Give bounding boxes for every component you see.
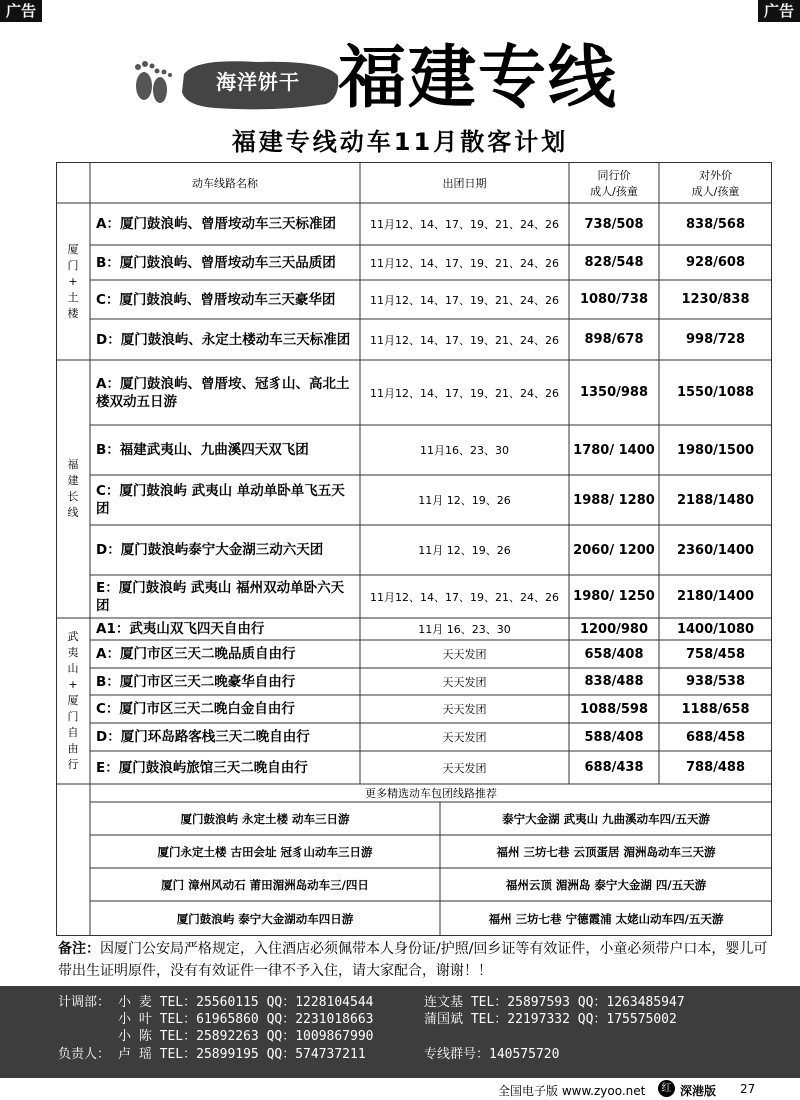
peer-price: 738/508	[584, 216, 644, 232]
more-route-item: 厦门鼓浪屿 泰宁大金湖动车四日游	[176, 911, 354, 926]
departure-date: 11月16、23、30	[420, 444, 509, 457]
route-price-table	[56, 162, 772, 936]
peer-price: 1080/738	[579, 292, 649, 307]
peer-price: 688/438	[584, 760, 644, 775]
peer-price: 2060/ 1200	[573, 542, 655, 558]
route-name: D：厦门鼓浪屿泰宁大金湖三动六天团	[96, 542, 324, 558]
route-name: A：厦门鼓浪屿、曾厝垵、冠豸山、高北土楼双动五日游	[96, 375, 350, 410]
public-price: 1188/658	[681, 701, 750, 717]
public-price: 2180/1400	[676, 589, 755, 604]
more-route-item: 福州 三坊七巷 宁德霞浦 太姥山动车四/五天游	[488, 911, 724, 926]
note-block	[58, 938, 774, 982]
departure-date: 11月12、14、17、19、21、24、26	[370, 333, 559, 347]
public-price: 1230/838	[681, 292, 750, 307]
contact-line: 小 陈 TEL：25892263 QQ：1009867990	[118, 1029, 374, 1044]
more-route-item: 厦门永定土楼 古田会址 冠豸山动车三日游	[157, 844, 373, 859]
more-route-item: 泰宁大金湖 武夷山 九曲溪动车四/五天游	[502, 811, 710, 826]
route-name: B：福建武夷山、九曲溪四天双飞团	[96, 442, 309, 458]
route-name: D：厦门环岛路客栈三天二晚自由行	[96, 729, 310, 745]
note-text: 因厦门公安局严格规定，入住酒店必须佩带本人身份证/护照/回乡证等有效证件，小童必须带户口本，婴儿可带出生证明原件，没有有效证件一律不予入住，请大家配合，谢谢！！	[58, 941, 768, 979]
peer-price: 898/678	[584, 332, 644, 347]
departure-date: 天天发团	[442, 731, 487, 744]
public-price: 1400/1080	[676, 621, 755, 637]
route-name: C：厦门鼓浪屿 武夷山 单动单卧单飞五天团	[96, 483, 345, 517]
departure-date: 天天发团	[442, 703, 487, 716]
site-link[interactable]: 全国电子版 www.zyoo.net	[498, 1084, 646, 1098]
route-name: A1：武夷山双飞四天自由行	[96, 621, 265, 637]
more-route-item: 厦门鼓浪屿 永定土楼 动车三日游	[180, 811, 350, 826]
route-name: A：厦门鼓浪屿、曾厝垵动车三天标准团	[96, 216, 336, 232]
category-wuyi-xiamen-free: 武 夷 山 + 厦 门 自 由 行	[67, 630, 79, 771]
contact-line: 小 麦 TEL：25560115 QQ：1228104544	[118, 995, 374, 1010]
departure-date: 11月12、14、17、19、21、24、26	[370, 590, 559, 604]
departure-date: 11月 12、19、26	[418, 494, 511, 507]
more-route-item: 厦门 漳州风动石 莆田湄洲岛动车三/四日	[161, 877, 369, 892]
route-name: C：厦门市区三天二晚白金自由行	[96, 701, 295, 717]
route-name: C：厦门鼓浪屿、曾厝垵动车三天豪华团	[96, 291, 336, 308]
public-price: 1980/1500	[676, 442, 755, 458]
page-number: 27	[740, 1082, 756, 1096]
departure-date: 11月 12、19、26	[418, 544, 511, 557]
departure-date: 天天发团	[442, 648, 487, 661]
peer-price: 828/548	[584, 255, 644, 270]
category-xiamen-tulou: 厦 门 + 土 楼	[67, 242, 79, 320]
header-public-price-sub: 成人/孩童	[691, 184, 740, 198]
peer-price: 1350/988	[579, 385, 649, 400]
contact-footer	[0, 986, 800, 1078]
route-name: E：厦门鼓浪屿旅馆三天二晚自由行	[96, 759, 308, 776]
departure-date: 11月 16、23、30	[418, 623, 511, 636]
public-price: 788/488	[685, 760, 746, 775]
peer-price: 1980/ 1250	[573, 589, 655, 604]
more-routes-header: 更多精选动车包团线路推荐	[365, 787, 497, 800]
contact-line: 蒲国斌 TEL：22197332 QQ：175575002	[424, 1012, 677, 1027]
departure-date: 天天发团	[442, 761, 487, 775]
edition-badge-icon: 红	[658, 1080, 675, 1097]
peer-price: 838/488	[584, 674, 644, 689]
route-name: B：厦门鼓浪屿、曾厝垵动车三天品质团	[96, 254, 336, 271]
route-name: E：厦门鼓浪屿 武夷山 福州双动单卧六天团	[96, 579, 345, 614]
departure-date: 11月12、14、17、19、21、24、26	[370, 386, 559, 400]
dept-label: 计调部：	[58, 995, 111, 1010]
public-price: 758/458	[685, 646, 746, 662]
logo-text: 海洋饼干	[216, 70, 300, 94]
departure-date: 11月12、14、17、19、21、24、26	[370, 293, 559, 307]
header-peer-price-label: 同行价	[597, 168, 631, 182]
peer-price: 658/408	[584, 646, 644, 662]
contact-line: 小 叶 TEL：61965860 QQ：2231018663	[118, 1012, 374, 1027]
contact-line: 连文基 TEL：25897593 QQ：1263485947	[424, 995, 685, 1010]
manager-label: 负责人：	[58, 1047, 111, 1062]
route-name: D：厦门鼓浪屿、永定土楼动车三天标准团	[96, 331, 351, 348]
public-price: 1550/1088	[676, 385, 755, 400]
header-public-price-label: 对外价	[699, 168, 732, 182]
page-title: 福建专线	[338, 38, 619, 118]
page-subtitle: 福建专线动车11月散客计划	[231, 128, 569, 156]
public-price: 928/608	[685, 255, 746, 270]
peer-price: 1200/980	[579, 621, 649, 637]
page-footer	[0, 1078, 800, 1100]
group-number: 专线群号：140575720	[424, 1047, 560, 1062]
public-price: 2188/1480	[676, 492, 755, 508]
edition-name: 深港版	[680, 1084, 717, 1098]
manager-contact: 卢 瑶 TEL：25899195 QQ：574737211	[118, 1047, 366, 1062]
departure-date: 天天发团	[442, 675, 487, 689]
more-route-item: 福州云顶 湄洲岛 泰宁大金湖 四/五天游	[505, 877, 707, 892]
public-price: 938/538	[685, 674, 746, 689]
category-fujian-long: 福 建 长 线	[67, 458, 79, 519]
note-label: 备注：	[58, 941, 100, 957]
ad-tag-left: 广告	[0, 0, 42, 22]
public-price: 2360/1400	[676, 542, 755, 558]
peer-price: 1988/ 1280	[573, 492, 655, 508]
public-price: 838/568	[685, 216, 746, 232]
header-public-price	[659, 162, 772, 203]
peer-price: 1088/598	[579, 701, 649, 717]
header-date: 出团日期	[442, 176, 487, 190]
departure-date: 11月12、14、17、19、21、24、26	[370, 218, 559, 231]
ad-tag-right: 广告	[758, 0, 800, 22]
public-price: 688/458	[685, 729, 746, 745]
header-route: 动车线路名称	[192, 176, 258, 190]
public-price: 998/728	[685, 332, 746, 347]
peer-price: 588/408	[584, 729, 644, 745]
more-route-item: 福州 三坊七巷 云顶蛋居 湄洲岛动车三天游	[496, 844, 716, 859]
header-peer-price	[569, 162, 659, 203]
route-name: A：厦门市区三天二晚品质自由行	[96, 646, 296, 662]
departure-date: 11月12、14、17、19、21、24、26	[370, 256, 559, 270]
header-peer-price-sub: 成人/孩童	[590, 184, 638, 198]
peer-price: 1780/ 1400	[573, 442, 655, 458]
route-name: B：厦门市区三天二晚豪华自由行	[96, 673, 296, 690]
